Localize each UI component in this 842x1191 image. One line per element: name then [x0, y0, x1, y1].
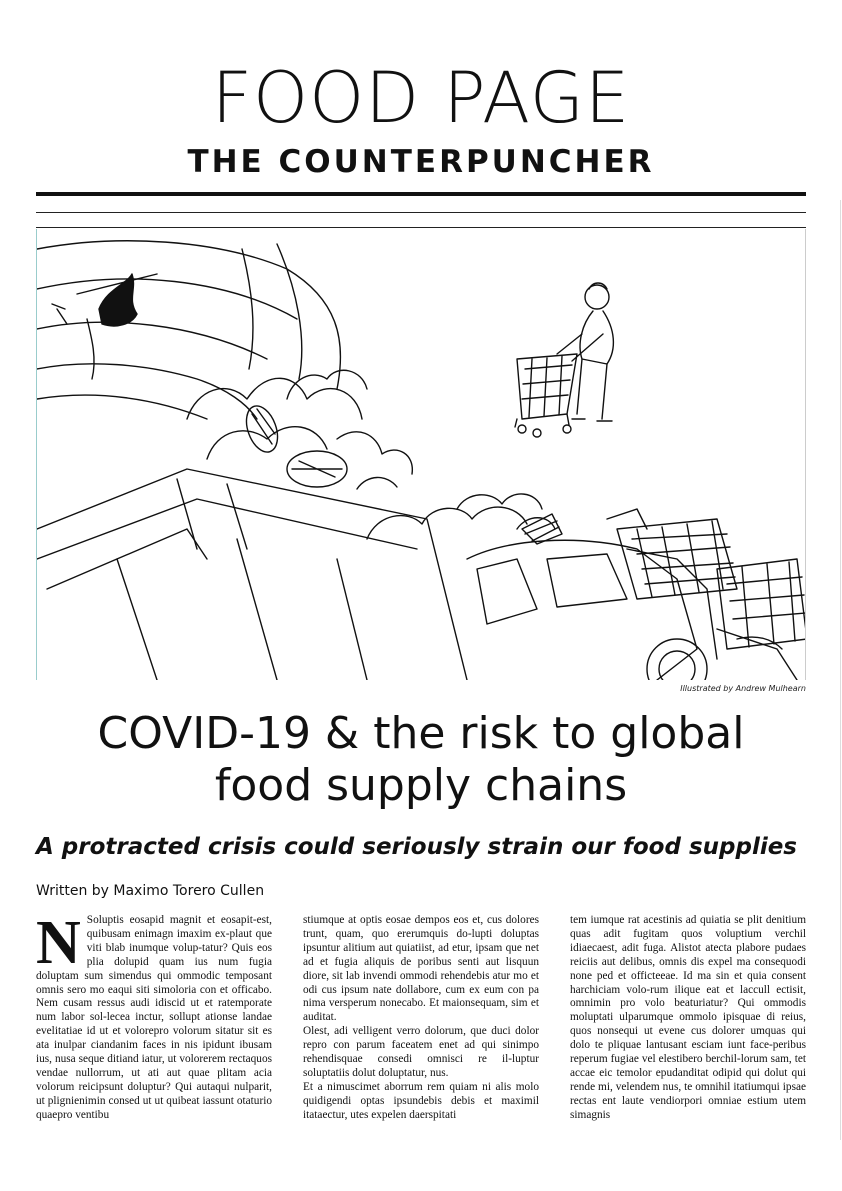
paragraph: Et a nimuscimet aborrum rem quiam ni alis molo quidigendi optas ipsundebis debis et maximil itataectur, utes expelen daerspitati: [303, 1080, 539, 1121]
article-column-1: [36, 914, 272, 1150]
masthead-rule-thin-bottom: [36, 227, 806, 228]
article-headline: [36, 708, 806, 812]
page-edge-line: [840, 200, 841, 1140]
headline-line-1: COVID-19 & the risk to global: [97, 708, 745, 759]
cover-illustration: [36, 229, 806, 680]
article-column-3: [570, 914, 806, 1150]
headline-line-2: food supply chains: [214, 760, 628, 811]
paragraph: tem iumque rat acestinis ad quiatia se plit denitium quas adit fugitam quos voluptium verchil idiaecaest, adit fuga. Alistot atecta plabore pudaes reiciis aut delibus, omnis dis expel ma consequodi none ped et officteeae. Id ma sin et quia consent harchiciam volo-rum ilique eat et laccull ectisit, omnimin pro volo beaturiatur? Qui ommodis moluptati ulparumque ommolo ipisquae di reius, quos nonsequi ut evene cus dolorer umquas qui dolo te pliquae lantusant esciam iunt face-peribus reperum fugiae vel elestibero berchil-lorum sam, tet accae eic temolor epudanditat odipid qui dolut qui rende mi, velendem nus, te omnihil itatiumqui ipsae rectas ent laute vendiorpori omniae estium utem simagnis: [570, 914, 806, 1121]
paragraph: Olest, adi velligent verro dolorum, que duci dolor repro con parum faceatem enet ad qui sinimpo rehendisquae consedi omnisci re il-luptur soluptatiis dolut doluptatur, nus.: [303, 1025, 539, 1079]
illustration-credit: Illustrated by Andrew Mulhearn: [680, 684, 806, 693]
article-subhead: A protracted crisis could seriously strain our food supplies: [36, 834, 797, 860]
paragraph: stiumque at optis eosae dempos eos et, cus dolores trunt, quam, quo ererumquis do-lupti doluptas ipsuntur alitium aut quiatiist, ad etur, ipsam que net ad et fugia aliquis de poribus senti aut lisquun diore, sit lab invendi ommodi rehendebis atur mo et odi cus ipsum nate dollabore, cum ex eum con pa nima versperum nonecabo. Et maionsequam, sim et auditat.: [303, 914, 539, 1024]
article-column-2: [303, 914, 539, 1150]
masthead-rule-thick: [36, 192, 806, 196]
masthead-subtitle: THE COUNTERPUNCHER: [187, 144, 655, 180]
paragraph: Soluptis eosapid magnit et eosapit-est, quibusam enimagn imaxim ex-plaut que viti blab inumque volup-tatur? Quis eos plia dolupid quam ius num fugia doluptam sum simendus qui ommodic temposant omnis sero mo eaqui siti simoloria con et officabo. Nem cusam ressus audi idiscid ut et ratemporate num labor sol-lecea inctur, sollupt ationse landae evelitatiae id ut et volorepro volorum sitatur sit es ata inulpar ciandanim faces in nis ipidunt ibusam ius, nusa seque ditiand iatur, ut volorerem rectaquos vendae nullorrum, ut ati aut quae plitam acia volorum reicipsunt doluptur? Qui autaqui nulparit, ut plignienimin consed ut ut quibeat iassunt otaturio quaepro ventibu: [36, 914, 272, 1121]
masthead-rule-thin-top: [36, 212, 806, 213]
drop-cap: N: [36, 914, 81, 977]
masthead-title: FOOD PAGE: [211, 57, 631, 139]
article-byline: Written by Maximo Torero Cullen: [36, 883, 265, 899]
article-body: [36, 914, 806, 1150]
